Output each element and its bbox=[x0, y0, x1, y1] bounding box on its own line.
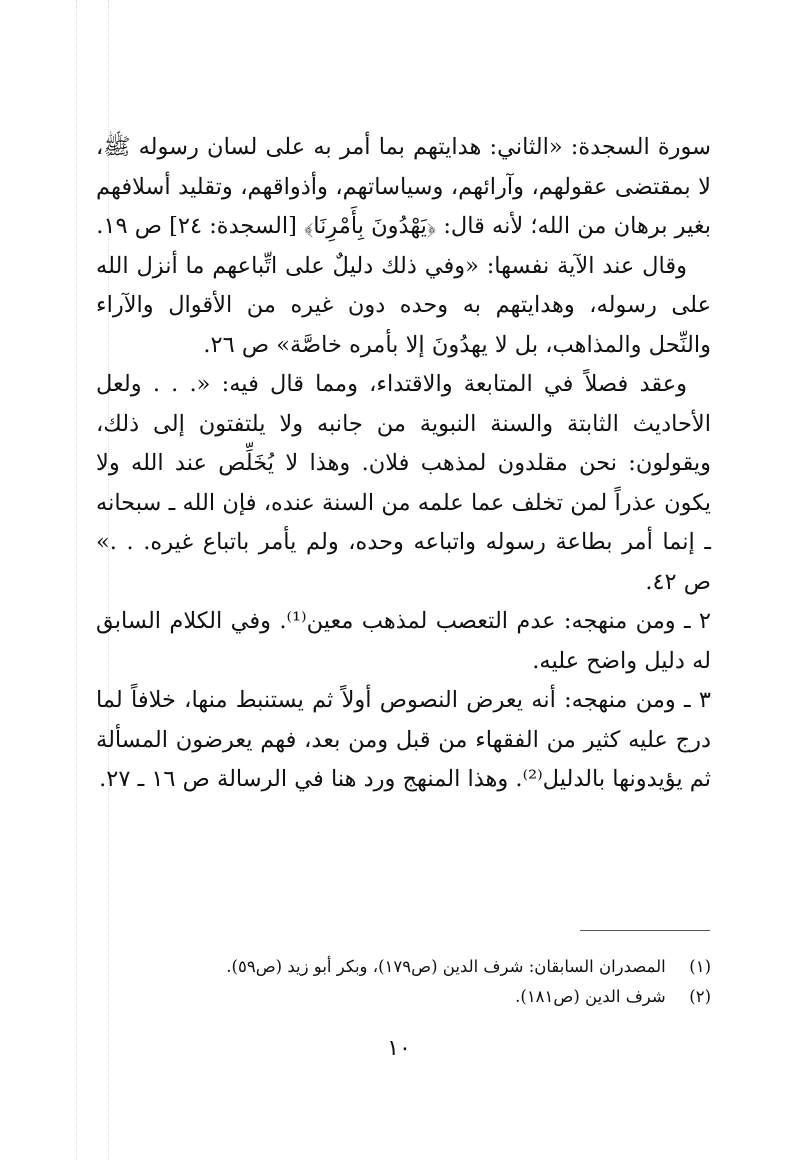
page-number: ١٠ bbox=[387, 1036, 411, 1061]
footnote-separator bbox=[580, 930, 710, 931]
footnote-number: (٢) bbox=[689, 987, 711, 1006]
footnotes bbox=[96, 952, 711, 1012]
footnote bbox=[96, 982, 711, 1012]
margin-guide bbox=[76, 0, 78, 1160]
paragraph: وقال عند الآية نفسها: «وفي ذلك دليلٌ على اتِّباعهم ما أنزل الله على رسوله، وهدايتهم به وحده دون غيره من الأقوال والآراء والنِّحل والمذاهب، بل لا يهدُونَ إلا بأمره خاصَّة» ص ٢٦. bbox=[96, 252, 711, 358]
paragraph: وعقد فصلاً في المتابعة والاقتداء، ومما قال فيه: «. . . ولعل الأحاديث الثابتة والسنة النبوية من جانبه ولا يلتفتون إلى ذلك، ويقولون: نحن مقلدون لمذهب فلان. وهذا لا يُخَلِّص عند الله ولا يكون عذراً لمن تخلف عما علمه من السنة عنده، فإن الله ـ سبحانه ـ إنما أمر بطاعة رسوله واتباعه وحده، ولم يأمر باتباع غيره. . .» ص ٤٢. bbox=[96, 371, 711, 595]
paragraph: سورة السجدة: «الثاني: هدايتهم بما أمر به على لسان رسوله ﷺ، لا بمقتضى عقولهم، وآرائهم، وسياساتهم، وأذواقهم، وتقليد أسلافهم بغير برهان من الله؛ لأنه قال: ﴿يَهْدُونَ بِأَمْرِنَا﴾ [السجدة: ٢٤] ص ١٩. bbox=[96, 134, 711, 239]
paragraph: ٣ ـ ومن منهجه: أنه يعرض النصوص أولاً ثم يستنبط منها، خلافاً لما درج عليه كثير من الفقهاء من قبل ومن بعد، فهم يعرضون المسألة ثم يؤيدونها بالدليل⁽²⁾. وهذا المنهج ورد هنا في الرسالة ص ١٦ ـ ٢٧. bbox=[96, 687, 711, 792]
footnote-number: (١) bbox=[689, 957, 711, 976]
paragraph: ٢ ـ ومن منهجه: عدم التعصب لمذهب معين⁽¹⁾. وفي الكلام السابق له دليل واضح عليه. bbox=[96, 608, 711, 674]
main-text bbox=[96, 128, 711, 800]
footnote bbox=[96, 952, 711, 982]
footnote-text: شرف الدين (ص١٨١). bbox=[515, 987, 666, 1006]
footnote-text: المصدران السابقان: شرف الدين (ص١٧٩)، وبكر أبو زيد (ص٥٩). bbox=[226, 957, 666, 976]
